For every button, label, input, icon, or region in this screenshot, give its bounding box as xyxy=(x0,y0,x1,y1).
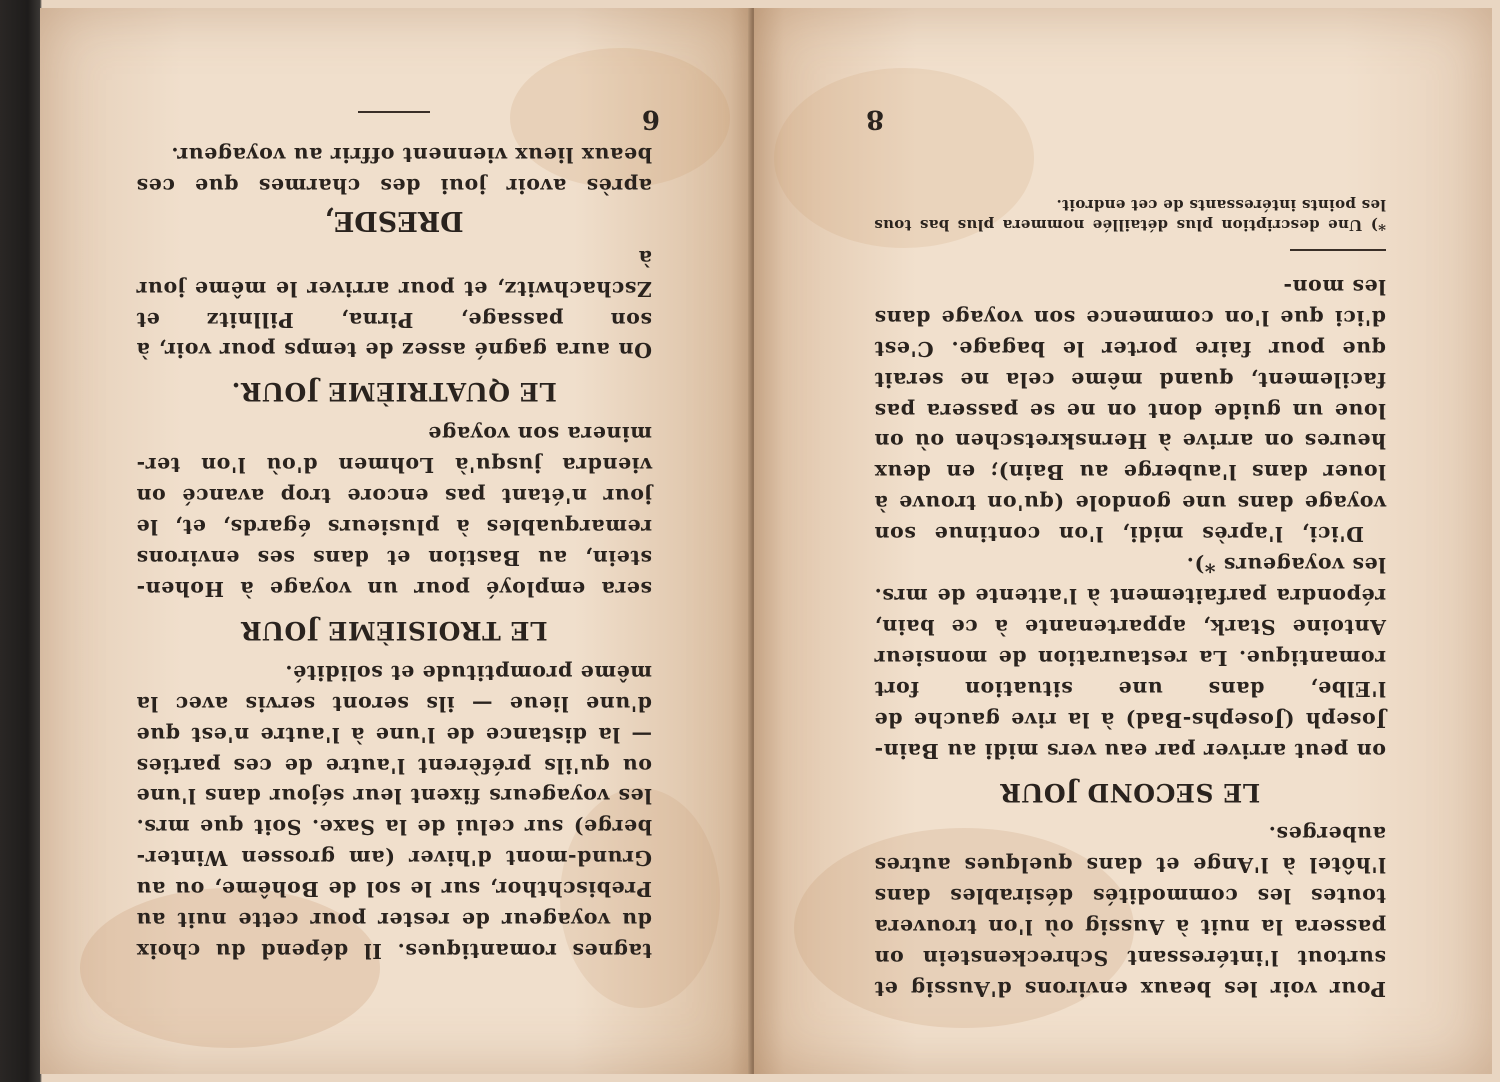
paragraph: après avoir joui des charmes que ces beaux lieux viennent offrir au voyageur. xyxy=(136,142,652,198)
section-heading: LE SECOND JOUR xyxy=(999,777,1261,807)
paragraph: on peut arriver par eau vers midi au Bain-Joseph (Josephs-Bad) à la rive gauche de l'Elbe, dans une situation fort romantique. La restauration de monsieur Antoine Stark, appartenante à ce bain, répondra parfaitement à l'attente de mrs. les voyageurs *). xyxy=(874,553,1386,763)
place-heading: DRESDE, xyxy=(324,204,464,236)
page-number: 8 xyxy=(866,104,885,134)
paragraph: On aura gagné assez de temps pour voir, à son passage, Pirna, Pillnitz et Zschachwitz, et pour arriver le même jour à xyxy=(136,245,652,363)
paragraph: Pour voir les beaux environs d'Aussig et surtout l'intéressant Schreckenstein on passera la nuit à Aussig où l'on trouvera toutes les commodités désirables dans l'hôtel à l'Ange et dans quelques autres auberges. xyxy=(874,822,1386,1001)
section-heading: LE TROISIÈME JOUR xyxy=(240,615,548,645)
right-page xyxy=(754,8,1492,1074)
paragraph: sera employé pour un voyage à Hohen-stein, au Bastion et dans ses environs remarquables à plusieurs égards, et, le jour n'étant pas encore trop avancé on viendra jusqu'à Lohmen d'où l'on ter-minera son voyage xyxy=(136,422,652,601)
paragraph: tagnes romantiques. Il dépend du choix du voyageur de rester pour cette nuit au Prebischthor, sur le sol de Bohême, ou au Grund-mont d'hiver (am grossen Winter-berge) sur celui de la Saxe. Soit que mrs. les voyageurs fixent leur séjour dans l'une ou qu'ils préfèrent l'autre de ces parties — la distance de l'une à l'autre n'est que d'une lieue — ils seront servis avec la même promptitude et solidité. xyxy=(136,660,652,963)
left-page xyxy=(40,8,752,1074)
divider xyxy=(358,111,430,113)
page-number: 6 xyxy=(641,104,660,134)
right-page-text xyxy=(754,8,1492,1074)
section-heading: LE QUATRIÈME JOUR. xyxy=(231,377,557,407)
footnote: *) Une description plus détaillée nommera plus bas tous les points intéressants de cet endroit. xyxy=(874,196,1386,235)
footnote-divider xyxy=(1290,249,1386,251)
left-page-text xyxy=(40,8,752,1074)
paragraph: D'ici, l'après midi, l'on continue son voyage dans une gondole (qu'on trouve à louer dans l'auberge au Bain); en deux heures on arrive à Hernskretschen où on loue un guide dont on ne se passera pas facilement, quand même cela ne serait que pour faire porter le bagage. C'est d'ici que l'on commence son voyage dans les mon- xyxy=(874,274,1386,547)
